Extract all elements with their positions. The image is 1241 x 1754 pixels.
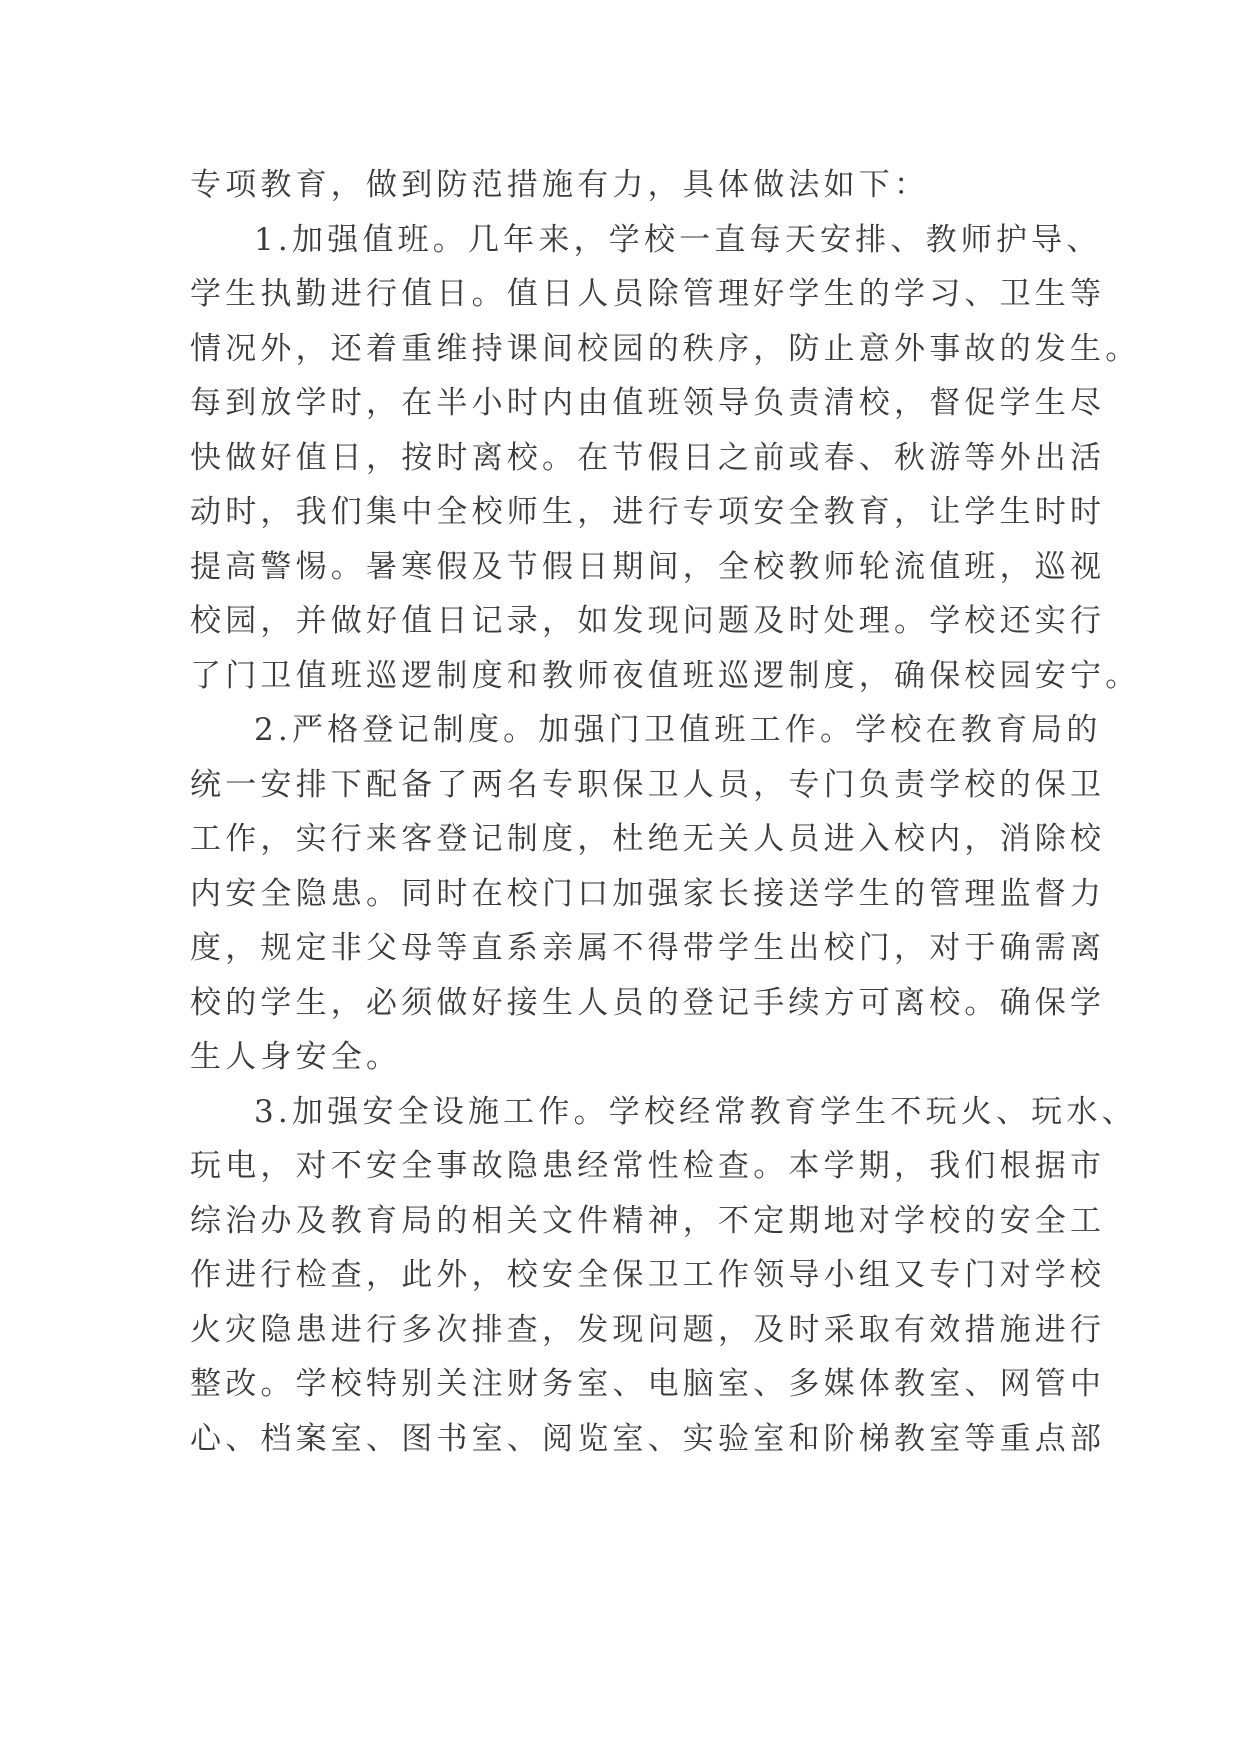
document-body: [190, 158, 1141, 1466]
text-line: 心、档案室、图书室、阅览室、实验室和阶梯教室等重点部: [190, 1420, 1106, 1457]
paragraph-3-first-line: 3.加强安全设施工作。学校经常教育学生不玩火、玩水、: [254, 1093, 1137, 1130]
text-line: 工作，实行来客登记制度，杜绝无关人员进入校内，消除校: [190, 821, 1106, 857]
paragraph-2-first-line: 2.严格登记制度。加强门卫值班工作。学校在教育局的: [254, 712, 1102, 748]
text-line: 学生执勤进行值日。值日人员除管理好学生的学习、卫生等: [190, 276, 1106, 312]
text-line: 玩电，对不安全事故隐患经常性检查。本学期，我们根据市: [190, 1148, 1106, 1184]
text-line: 动时，我们集中全校师生，进行专项安全教育，让学生时时: [190, 494, 1106, 530]
paragraph-1-first-line: 1.加强值班。几年来，学校一直每天安排、教师护导、: [254, 221, 1102, 258]
text-line: 专项教育，做到防范措施有力，具体做法如下：: [190, 167, 930, 203]
text-line: 度，规定非父母等直系亲属不得带学生出校门，对于确需离: [190, 930, 1106, 966]
text-line: 校园，并做好值日记录，如发现问题及时处理。学校还实行: [190, 603, 1106, 639]
text-line: 作进行检查，此外，校安全保卫工作领导小组又专门对学校: [190, 1257, 1106, 1293]
text-line: 火灾隐患进行多次排查，发现问题，及时采取有效措施进行: [190, 1311, 1106, 1348]
text-line: 每到放学时，在半小时内由值班领导负责清校，督促学生尽: [190, 385, 1106, 421]
text-line: 快做好值日，按时离校。在节假日之前或春、秋游等外出活: [190, 439, 1106, 476]
text-line: 综治办及教育局的相关文件精神，不定期地对学校的安全工: [190, 1202, 1106, 1239]
text-line: 提高警惕。暑寒假及节假日期间，全校教师轮流值班，巡视: [190, 548, 1106, 585]
text-line: 情况外，还着重维持课间校园的秩序，防止意外事故的发生。: [190, 330, 1141, 367]
text-line: 内安全隐患。同时在校门口加强家长接送学生的管理监督力: [190, 875, 1106, 912]
text-line: 生人身安全。: [190, 1039, 402, 1075]
text-line: 整改。学校特别关注财务室、电脑室、多媒体教室、网管中: [190, 1366, 1106, 1402]
text-line: 校的学生，必须做好接生人员的登记手续方可离校。确保学: [190, 984, 1106, 1021]
text-line: 统一安排下配备了两名专职保卫人员，专门负责学校的保卫: [190, 766, 1106, 803]
text-line: 了门卫值班巡逻制度和教师夜值班巡逻制度，确保校园安宁。: [190, 657, 1141, 694]
